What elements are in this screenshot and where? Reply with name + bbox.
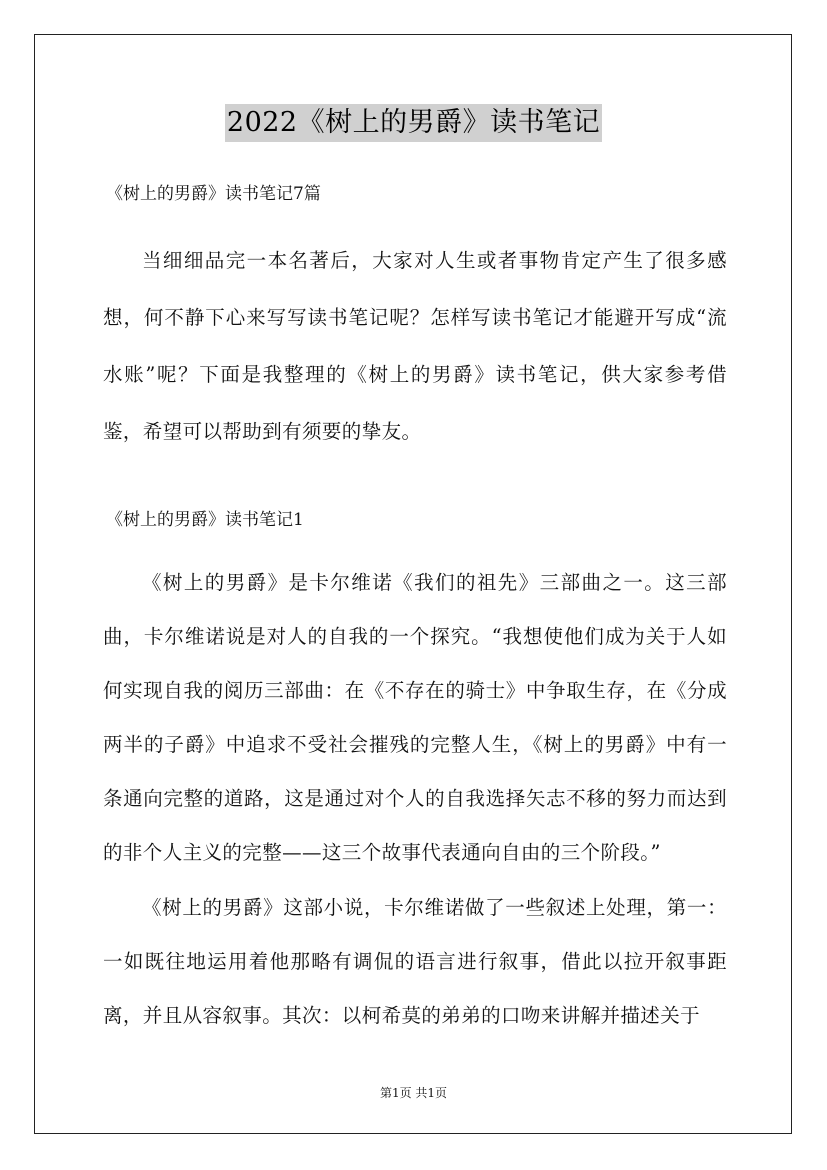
body-paragraph-1: 《树上的男爵》是卡尔维诺《我们的祖先》三部曲之一。这三部曲，卡尔维诺说是对人的自我的一个探究。“我想使他们成为关于人如何实现自我的阅历三部曲：在《不存在的骑士》中争取生存，在《分成两半的子爵》中追求不受社会摧残的完整人生，《树上的男爵》中有一条通向完整的道路，这是通过对个人的自我选择矢志不移的努力而达到的非个人主义的完整——这三个故事代表通向自由的三个阶段。” bbox=[103, 571, 727, 864]
body-paragraph-2: 《树上的男爵》这部小说，卡尔维诺做了一些叙述上处理，第一：一如既往地运用着他那略有调侃的语言进行叙事，借此以拉开叙事距离，并且从容叙事。其次：以柯希莫的弟弟的口吻来讲解并描述关于 bbox=[103, 896, 727, 1027]
intro-paragraph: 当细细品完一本名著后，大家对人生或者事物肯定产生了很多感想，何不静下心来写写读书笔记呢？怎样写读书笔记才能避开写成“流水账”呢？下面是我整理的《树上的男爵》读书笔记，供大家参考借鉴，希望可以帮助到有须要的挚友。 bbox=[103, 249, 727, 443]
title-container bbox=[0, 104, 827, 142]
document-subtitle: 《树上的男爵》读书笔记7篇 bbox=[106, 184, 321, 204]
document-title: 2022《树上的男爵》读书笔记 bbox=[225, 104, 602, 142]
section-heading: 《树上的男爵》读书笔记1 bbox=[106, 510, 304, 530]
page-footer: 第1页 共1页 bbox=[379, 1086, 448, 1100]
